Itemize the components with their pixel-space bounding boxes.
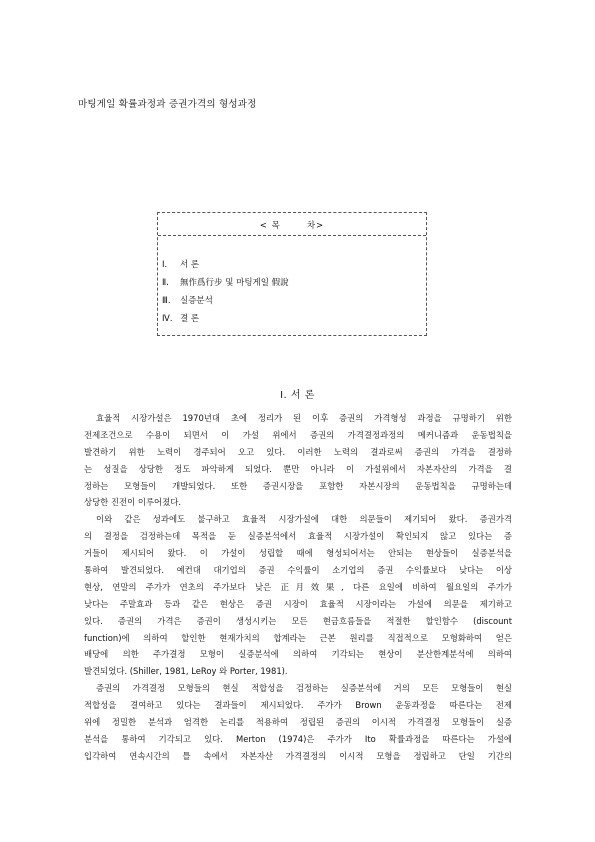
text-line: 이와 같은 성과에도 불구하고 효율적 시장가설에 대한 의문들이 제기되어 왔다. 증권가격 [96,514,512,525]
text-line: 분석을 통하여 기각되고 있다. Merton (1974)은 주가가 Ito 확률과정을 따른다는 가설에 [84,733,512,744]
toc-item-label: 서 론 [180,260,200,270]
text-line: 상당한 진전이 이루어졌다. [84,497,181,508]
body-text [84,410,512,765]
toc-item-conclusion [162,310,289,328]
table-of-contents [157,212,427,336]
toc-header-open: < 목 [259,221,281,231]
toc-item-number: Ⅰ. [162,260,168,270]
text-line: function)에 의하여 할인한 현재가치의 합계라는 근본 원리를 직접적으로 모형화하여 얻은 [84,632,512,643]
text-line: 거들이 제시되어 왔다. 이 가설이 성립할 때에 형성되어서는 안되는 현상들이 실증분석을 [84,548,512,559]
toc-item-hypothesis [162,274,289,292]
toc-item-number: Ⅱ. [162,278,169,288]
toc-item-empirical [162,292,289,310]
toc-item-label: 실증분석 [180,296,213,306]
text-line: 발견하기 위한 노력이 경주되어 오고 있다. 이러한 노력의 결과로써 증권의 가격을 결정하 [84,446,512,457]
toc-item-number: Ⅳ. [162,314,173,324]
text-line: 현상, 연말의 주가가 연초의 주가보다 낮은 正月效果, 다른 요일에 비하여 월요일의 주가가 [84,581,512,592]
toc-list [162,256,289,328]
document-title: 마팅게일 확률과정과 증권가격의 형성과정 [78,99,257,110]
text-line: 효율적 시장가설은 1970년대 초에 정리가 된 이후 증권의 가격형성 과정을 규명하기 위한 [96,413,512,423]
text-line: 정하는 모형들이 개발되었다. 또한 증권시장을 포함한 자본시장의 운동법칙을 규명하는데 [84,480,512,491]
toc-item-label: 결 론 [180,314,200,324]
toc-divider [158,235,426,236]
text-line: 통하여 발견되었다. 예컨대 대기업의 증권 수익률이 소기업의 증권 수익률보다 낮다는 이상 [84,565,512,576]
text-line: 배당에 의한 주가결정 모형이 실증분석에 의하여 기각되는 현상이 분산한계분석에 의하여 [84,649,512,660]
toc-header-close: 차> [306,221,325,231]
text-line: 는 성질을 상당한 정도 파악하게 되었다. 뿐만 아니라 이 가설위에서 자본자산의 가격을 결 [84,463,512,474]
text-line: 입각하여 연속시간의 틀 속에서 자본자산 가격결정의 이시적 모형을 정립하고 단일 기간의 [84,750,512,761]
text-line: 발견되었다. (Shiller, 1981, LeRoy 와 Porter, 1981). [84,666,288,677]
toc-header [158,219,426,231]
toc-item-number: Ⅲ. [162,296,171,306]
text-line: 적합성을 결여하고 있다는 결과들이 제시되었다. 주가가 Brown 운동과정을 따른다는 전제 [84,700,512,711]
toc-item-introduction [162,256,289,274]
text-line: 증권의 가격결정 모형들의 현실 적합성을 검정하는 실증분석에 거의 모든 모형들이 현실 [96,683,512,694]
text-line: 있다. 증권의 가격은 증권이 생성시키는 모든 현금흐름들을 적절한 할인함수 (discount [84,615,512,626]
text-line: 위에 정밀한 분석과 엄격한 논리를 적용하여 정립된 증권의 이시적 가격결정 모형들이 실증 [84,717,512,728]
text-line: 의 결정을 검정하는데 목적을 둔 실증분석에서 효율적 시장가설이 확인되지 않고 있다는 증 [84,531,512,542]
section-heading: Ⅰ. 서 론 [280,390,315,401]
text-line: 낮다는 주말효과 등과 같은 현상은 증권 시장이 효율적 시장이라는 가설에 의문을 제기하고 [84,598,512,609]
text-line: 전제조건으로 수용이 되면서 이 가설 위에서 증권의 가격결정과정의 메커니즘과 운동법칙을 [84,429,512,440]
toc-item-label: 無作爲行步 및 마팅게일 假說 [180,278,289,288]
